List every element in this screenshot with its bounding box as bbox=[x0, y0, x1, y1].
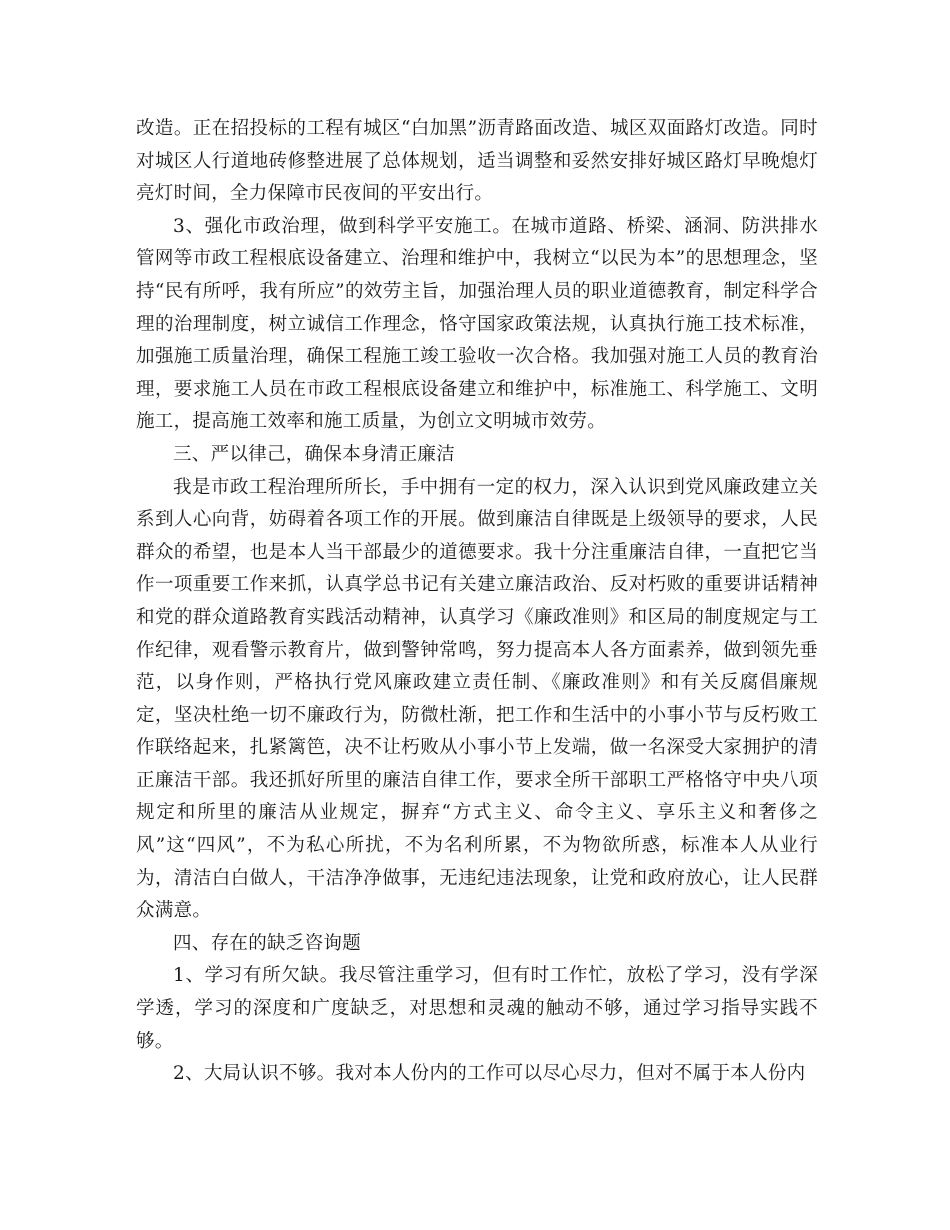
document-body bbox=[136, 113, 818, 1091]
paragraph-integrity: 我是市政工程治理所所长，手中拥有一定的权力，深入认识到党风廉政建立关系到人心向背，妨碍着各项工作的开展。做到廉洁自律既是上级领导的要求，人民群众的希望，也是本人当干部最少的道德要求。我十分注重廉洁自律，一直把它当作一项重要工作来抓，认真学总书记有关建立廉洁政治、反对朽败的重要讲话精神和党的群众道路教育实践活动精神，认真学习《廉政准则》和区局的制度规定与工作纪律，观看警示教育片，做到警钟常鸣，努力提高本人各方面素养，做到领先垂范，以身作则，严格执行党风廉政建立责任制、《廉政准则》和有关反腐倡廉规定，坚决杜绝一切不廉政行为，防微杜渐，把工作和生活中的小事小节与反朽败工作联络起来，扎紧篱笆，决不让朽败从小事小节上发端，做一名深受大家拥护的清正廉洁干部。我还抓好所里的廉洁自律工作，要求全所干部职工严格恪守中央八项规定和所里的廉洁从业规定，摒弃“方式主义、命令主义、享乐主义和奢侈之风”这“四风”，不为私心所扰，不为名利所累，不为物欲所惑，标准本人从业行为，清洁白白做人，干洁净净做事，无违纪违法现象，让党和政府放心，让人民群众满意。 bbox=[136, 476, 818, 922]
paragraph-issue-2: 2、大局认识不够。我对本人份内的工作可以尽心尽力，但对不属于本人份内 bbox=[173, 1063, 806, 1085]
section-heading-3: 三、严以律己，确保本身清正廉洁 bbox=[173, 443, 456, 465]
section-heading-4: 四、存在的缺乏咨询题 bbox=[173, 932, 362, 954]
paragraph-item-3: 3、强化市政治理，做到科学平安施工。在城市道路、桥梁、涵洞、防洪排水管网等市政工程根底设备建立、治理和维护中，我树立“以民为本”的思想理念，坚持“民有所呼，我有所应”的效劳主旨，加强治理人员的职业道德教育，制定科学合理的治理制度，树立诚信工作理念，恪守国家政策法规，认真执行施工技术标准，加强施工质量治理，确保工程施工竣工验收一次合格。我加强对施工人员的教育治理，要求施工人员在市政工程根底设备建立和维护中，标准施工、科学施工、文明施工，提高施工效率和施工质量，为创立文明城市效劳。 bbox=[136, 215, 818, 433]
paragraph-continuation: 改造。正在招投标的工程有城区“白加黑”沥青路面改造、城区双面路灯改造。同时对城区人行道地砖修整进展了总体规划，适当调整和妥然安排好城区路灯早晚熄灯亮灯时间，全力保障市民夜间的平安出行。 bbox=[136, 118, 818, 205]
paragraph-issue-1: 1、学习有所欠缺。我尽管注重学习，但有时工作忙，放松了学习，没有学深学透，学习的深度和广度缺乏，对思想和灵魂的触动不够，通过学习指导实践不够。 bbox=[136, 965, 818, 1052]
